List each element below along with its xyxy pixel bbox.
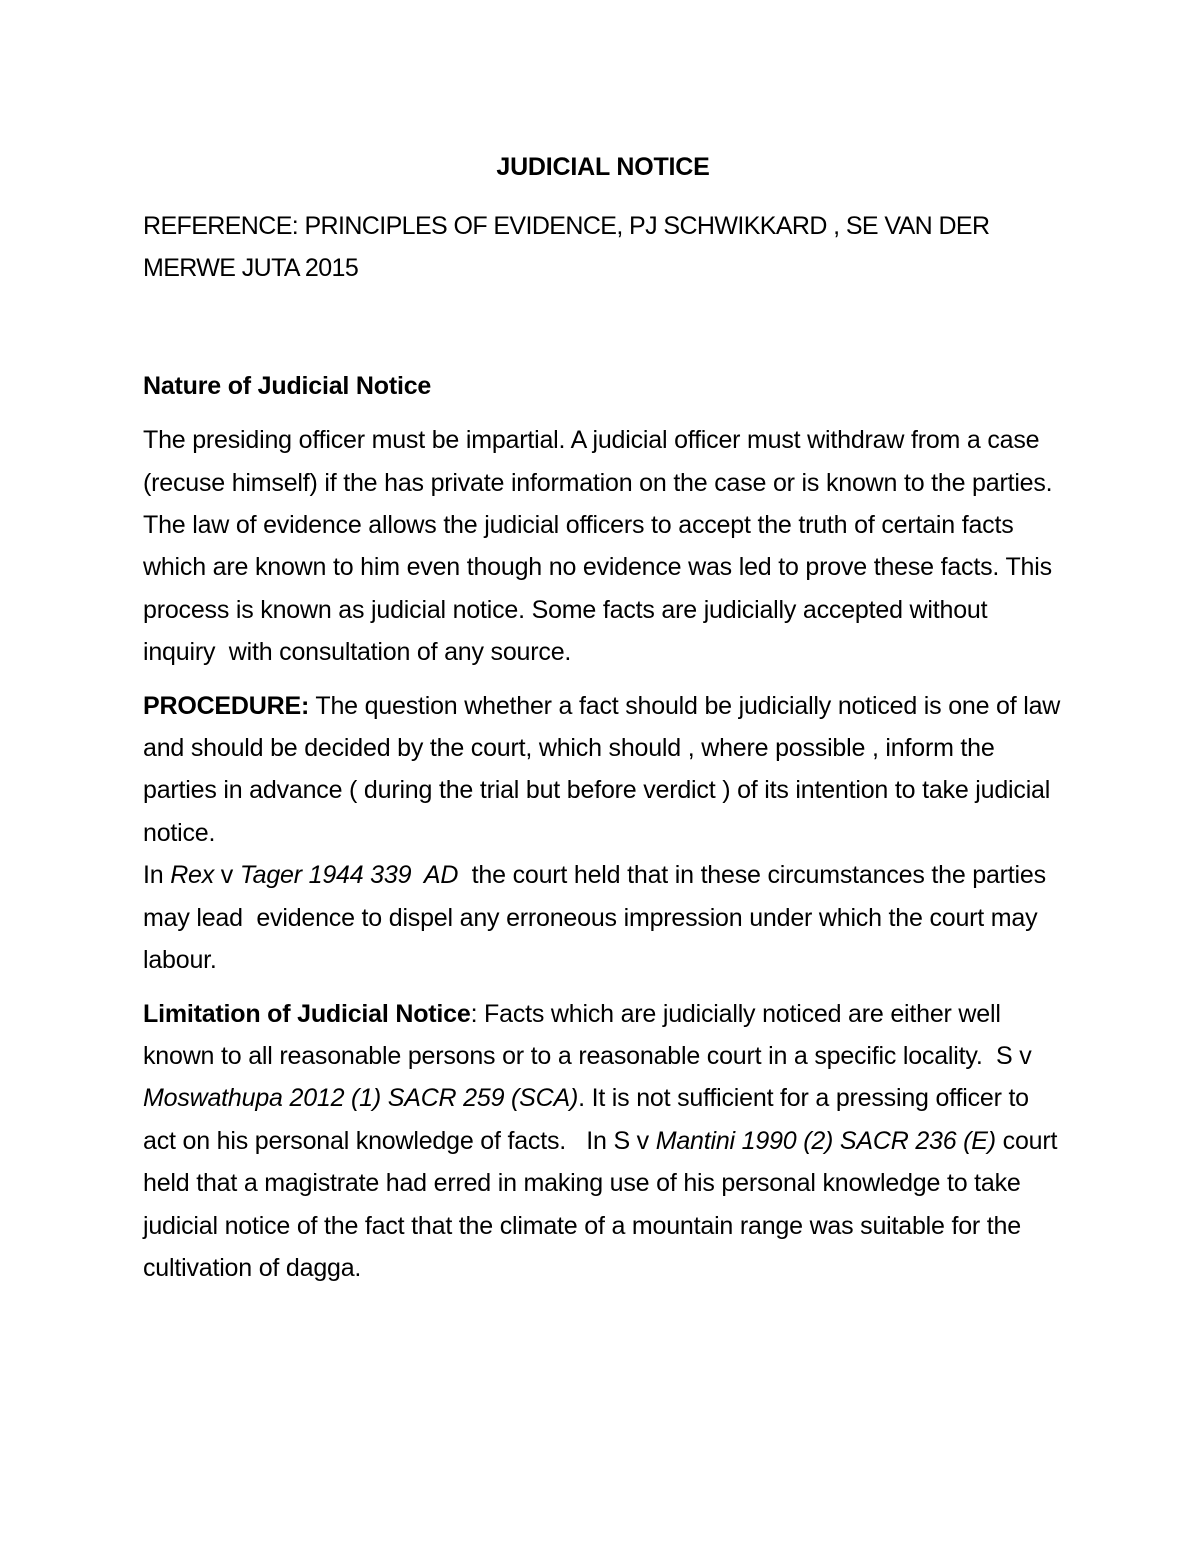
limitation-paragraph: [143, 993, 1063, 1290]
limitation-text-1: : Facts which are judicially noticed are either well known to all reasonable persons or to a reasonable court in a specific locality. S v: [143, 999, 1039, 1070]
nature-paragraph: The presiding officer must be impartial. A judicial officer must withdraw from a case (recuse himself) if the has private information on the case or is known to the parties. The law of evidence allows the judicial officers to accept the truth of certain facts which are known to him even though no evidence was led to prove these facts. This process is known as judicial notice. Some facts are judicially accepted without inquiry with consultation of any source.: [143, 426, 1066, 667]
nature-of-judicial-notice-heading: Nature of Judicial Notice: [143, 371, 432, 400]
rex-sentence-post: the court held that in these circumstances the parties may lead evidence to dispel any erroneous impression under which the court may labour.: [143, 861, 1053, 975]
limitation-text-2: . It is not sufficient for a pressing officer to act on his personal knowledge of facts. In S v: [143, 1084, 1036, 1155]
procedure-paragraph: [143, 685, 1067, 982]
mantini-citation: Mantini 1990 (2) SACR 236 (E): [655, 1126, 996, 1155]
rex-case-name: Rex: [170, 861, 215, 890]
limitation-text-3: court held that a magistrate had erred in making use of his personal knowledge to take judicial notice of the fact that the climate of a mountain range was suitable for the cultivation of dagga.: [143, 1126, 1064, 1282]
document-title: JUDICIAL NOTICE: [496, 153, 710, 181]
reference-paragraph: REFERENCE: PRINCIPLES OF EVIDENCE, PJ SCHWIKKARD , SE VAN DER MERWE JUTA 2015: [143, 212, 996, 283]
document-content: [143, 146, 1067, 1300]
procedure-text: The question whether a fact should be judicially noticed is one of law and should be decided by the court, which should , where possible , inform the parties in advance ( during the trial but before verdict ) of its intention to take judicial notice.: [143, 691, 1067, 847]
moswathupa-citation: Moswathupa 2012 (1) SACR 259 (SCA): [143, 1084, 579, 1113]
procedure-label: PROCEDURE:: [143, 691, 310, 720]
limitation-label: Limitation of Judicial Notice: [143, 999, 471, 1028]
tager-citation: Tager 1944 339 AD: [239, 861, 459, 890]
rex-sentence-pre: In: [143, 861, 171, 890]
rex-sentence-mid: v: [214, 861, 240, 890]
